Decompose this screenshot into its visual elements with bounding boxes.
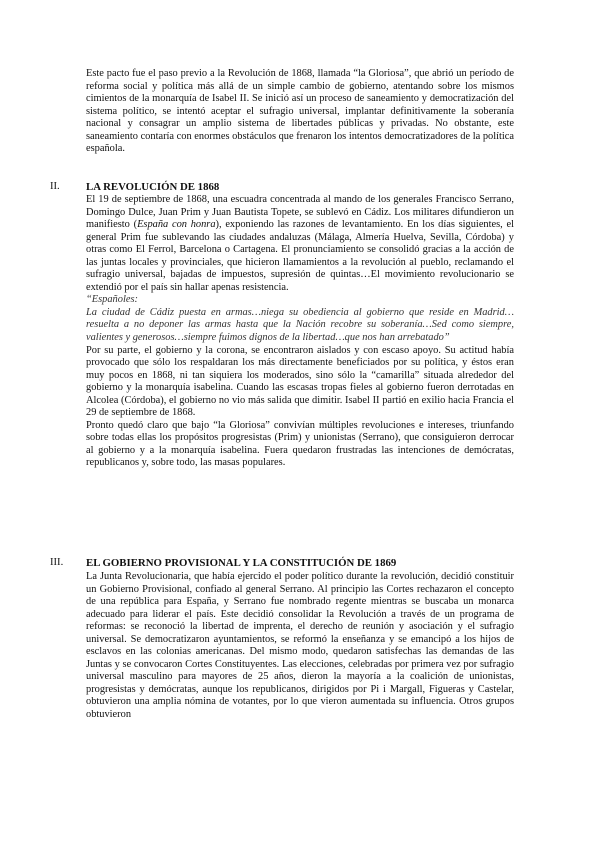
p1-text-b: ), exponiendo las razones de levantamiento. En los días siguientes, el general Prim fue sublevando las ciudades andaluzas (Málaga, Almería Huelva, Sevilla, Córdoba) y otras como El Ferrol, Barcelona o Cartagena. El pronunciamiento se consolidó gracias a la acción de las juntas locales y provinciales, que hicieron llamamientos a la revolución al pueblo, reclamando el sufragio universal, bajadas de impuestos, supresión de quintas…El movimiento revolucionario se extendió por el país sin hallar apenas resistencia. xyxy=(86,219,514,293)
section-2-body xyxy=(86,194,514,470)
intro-section xyxy=(86,68,514,156)
section-3-paragraph-1: La Junta Revolucionaria, que había ejercido el poder político durante la revolución, decidió constituir un Gobierno Provisional, confiado al general Serrano. Al principio las Cortes rechazaron el concepto de una república para España, y Serrano fue nombrado regente mientras se buscaba un monarca adecuado para liderar el país. Este decidió consolidar la Revolución a través de un programa de reformas: se reconoció la libertad de imprenta, el derecho de reunión y asociación y el sufragio universal. Se democratizaron ayuntamientos, se reformó la enseñanza y se emancipó a los hijos de esclavos en las colonias americanas. Del mismo modo, quedaron satisfechas las demandas de las Juntas y se convocaron Cortes Constituyentes. Las elecciones, celebradas por primera vez por sufragio universal masculino para mayores de 25 años, dieron la mayoría a la coalición de unionistas, progresistas y demócratas, aunque los republicanos, dirigidos por Pi i Margall, Figueras y Castelar, obtuvieron una amplia nómina de votantes, por lo que vieron aumentada su influencia. Otros grupos obtuvieron xyxy=(86,571,514,721)
section-3-numeral: III. xyxy=(50,557,64,568)
section-2-paragraph-1 xyxy=(86,194,514,294)
section-2-paragraph-2: Por su parte, el gobierno y la corona, se encontraron aislados y con escaso apoyo. Su actitud había provocado que sólo los respaldaran los más directamente beneficiados por su política, y éstos eran muy pocos en 1868, ni tan siquiera los moderados, sino sólo la “camarilla” situada alrededor del gobierno y la monarquía isabelina. Cuando las escasas tropas fieles al gobierno fueron derrotadas en Alcolea (Córdoba), el gobierno no vio más salida que dimitir. Isabel II partió en exilio hacia Francia el 29 de septiembre de 1868. xyxy=(86,344,514,419)
intro-paragraph: Este pacto fue el paso previo a la Revolución de 1868, llamada “la Gloriosa”, que abrió un período de reforma social y política más allá de un simple cambio de gobierno, atentando sobre los mismos cimientos de la monarquía de Isabel II. Se inició así un proceso de saneamiento y democratización del sistema político, se intentó aceptar el sufragio universal, implantar definitivamente la soberanía nacional y consagrar un amplio sistema de libertades públicas y privadas. No obstante, este saneamiento contaría con enormes obstáculos que frenaron los intentos democratizadores de la política española. xyxy=(86,68,514,155)
quote-opening: “Españoles: xyxy=(86,294,138,306)
p1-text-a: El 19 de septiembre de 1868, una escuadra concentrada al mando de los generales Francisco Serrano, Domingo Dulce, Juan Prim y Juan Bautista Topete, se sublevó en Cádiz. Los militares difundieron un manifiesto ( xyxy=(86,194,514,231)
section-3-title: EL GOBIERNO PROVISIONAL Y LA CONSTITUCIÓN DE 1869 xyxy=(86,557,397,569)
section-3-body xyxy=(86,571,514,722)
manifesto-quote: La ciudad de Cádiz puesta en armas…niega su obediencia al gobierno que reside en Madrid…resuelta a no deponer las armas hasta que la Nación recobre su soberanía…Sed como siempre, valientes y generosos…siempre fuimos dignos de la libertad…que nos han arrebatado” xyxy=(86,306,514,344)
section-2-numeral: II. xyxy=(50,181,60,192)
section-2-title: LA REVOLUCIÓN DE 1868 xyxy=(86,181,220,193)
section-2-paragraph-3: Pronto quedó claro que bajo “la Gloriosa” convivían múltiples revoluciones e intereses, triunfando sobre todas ellas los propósitos progresistas (Prim) y unionistas (Serrano), que consiguieron derrocar al gobierno y a la monarquía isabelina. Fuera quedaron frustradas las intenciones de demócratas, republicanos y, sobre todo, las masas populares. xyxy=(86,419,514,469)
manifesto-title: España con honra xyxy=(137,219,216,231)
